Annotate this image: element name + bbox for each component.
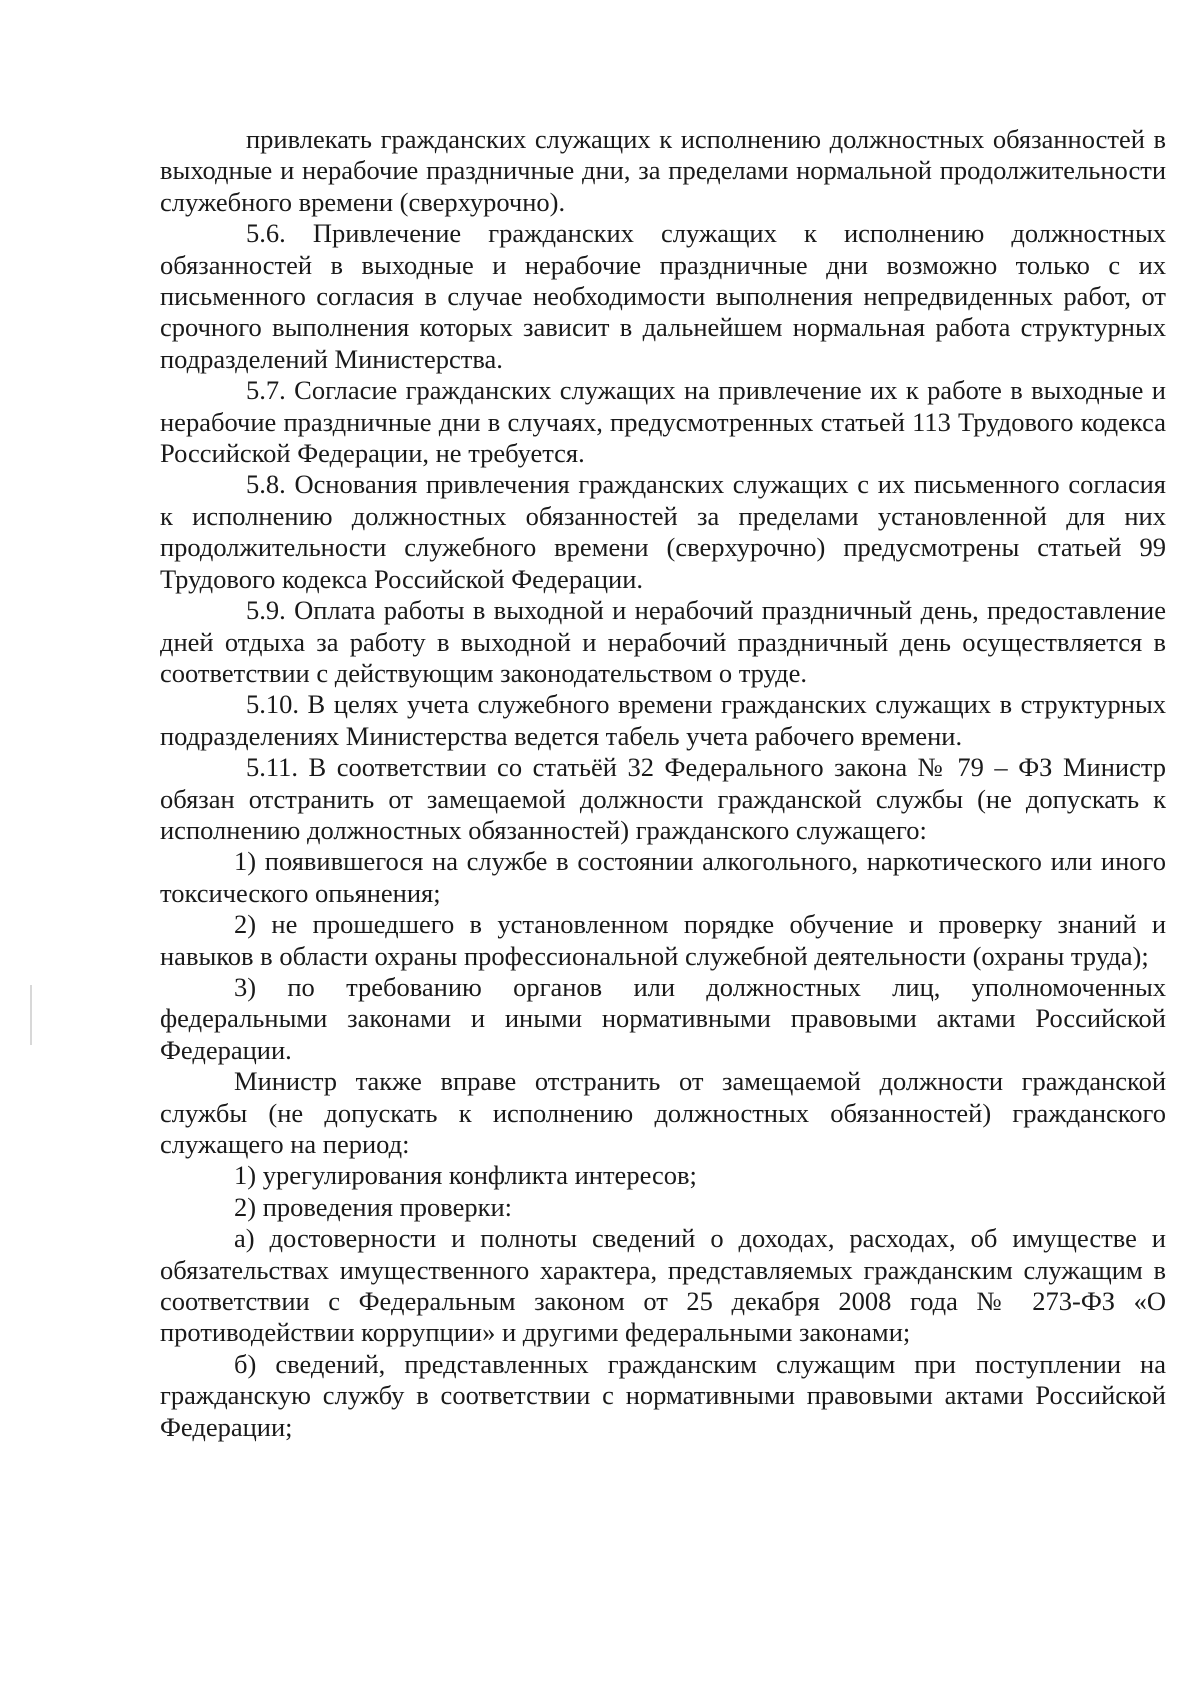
paragraph-minister-suspension: Министр также вправе отстранить от замещаемой должности гражданской службы (не допускать к исполнению должностных обязанностей) гражданского служащего на период: bbox=[160, 1066, 1166, 1159]
scan-artifact bbox=[30, 985, 32, 1045]
list-item-3: 3) по требованию органов или должностных лиц, уполномоченных федеральными законами и иными нормативными правовыми актами Российской Федерации. bbox=[160, 971, 1166, 1065]
list-item-2: 2) не прошедшего в установленном порядке обучение и проверку знаний и навыков в области охраны профессиональной служебной деятельности (охраны труда); bbox=[160, 909, 1166, 971]
paragraph-5-8: 5.8. Основания привлечения гражданских служащих с их письменного согласия к исполнению должностных обязанностей за пределами установленной для них продолжительности служебного времени (сверхурочно) предусмотрены статьей 99 Трудового кодекса Российской Федерации. bbox=[160, 469, 1166, 594]
list-item-1: 1) появившегося на службе в состоянии алкогольного, наркотического или иного токсического опьянения; bbox=[160, 846, 1166, 908]
paragraph-5-10: 5.10. В целях учета служебного времени гражданских служащих в структурных подразделениях Министерства ведется табель учета рабочего времени. bbox=[160, 689, 1166, 751]
paragraph-5-7: 5.7. Согласие гражданских служащих на привлечение их к работе в выходные и нерабочие праздничные дни в случаях, предусмотренных статьей 113 Трудового кодекса Российской Федерации, не требуется. bbox=[160, 375, 1166, 469]
paragraph-5-9: 5.9. Оплата работы в выходной и нерабочий праздничный день, предоставление дней отдыха за работу в выходной и нерабочий праздничный день осуществляется в соответствии с действующим законодательством о труде. bbox=[160, 595, 1166, 688]
list-item-conflict: 1) урегулирования конфликта интересов; bbox=[234, 1160, 697, 1191]
list-item-inspection: 2) проведения проверки: bbox=[234, 1191, 513, 1222]
document-body bbox=[160, 124, 1166, 1443]
paragraph-5-6: 5.6. Привлечение гражданских служащих к исполнению должностных обязанностей в выходные и нерабочие праздничные дни возможно только с их письменного согласия в случае необходимости выполнения непредвиденных работ, от срочного выполнения которых зависит в дальнейшем нормальная работа структурных подразделений Министерства. bbox=[160, 218, 1166, 374]
sub-item-a: а) достоверности и полноты сведений о доходах, расходах, об имуществе и обязательствах имущественного характера, представляемых гражданским служащим в соответствии с Федеральным законом от 25 декабря 2008 года № 273-ФЗ «О противодействии коррупции» и другими федеральными законами; bbox=[160, 1223, 1166, 1348]
sub-item-b: б) сведений, представленных гражданским служащим при поступлении на гражданскую службу в соответствии с нормативными правовыми актами Российской Федерации; bbox=[160, 1348, 1166, 1442]
paragraph-continuation: привлекать гражданских служащих к исполнению должностных обязанностей в выходные и нерабочие праздничные дни, за пределами нормальной продолжительности служебного времени (сверхурочно). bbox=[160, 124, 1166, 217]
paragraph-5-11: 5.11. В соответствии со статьёй 32 Федерального закона № 79 – ФЗ Министр обязан отстранить от замещаемой должности гражданской службы (не допускать к исполнению должностных обязанностей) гражданского служащего: bbox=[160, 752, 1166, 845]
